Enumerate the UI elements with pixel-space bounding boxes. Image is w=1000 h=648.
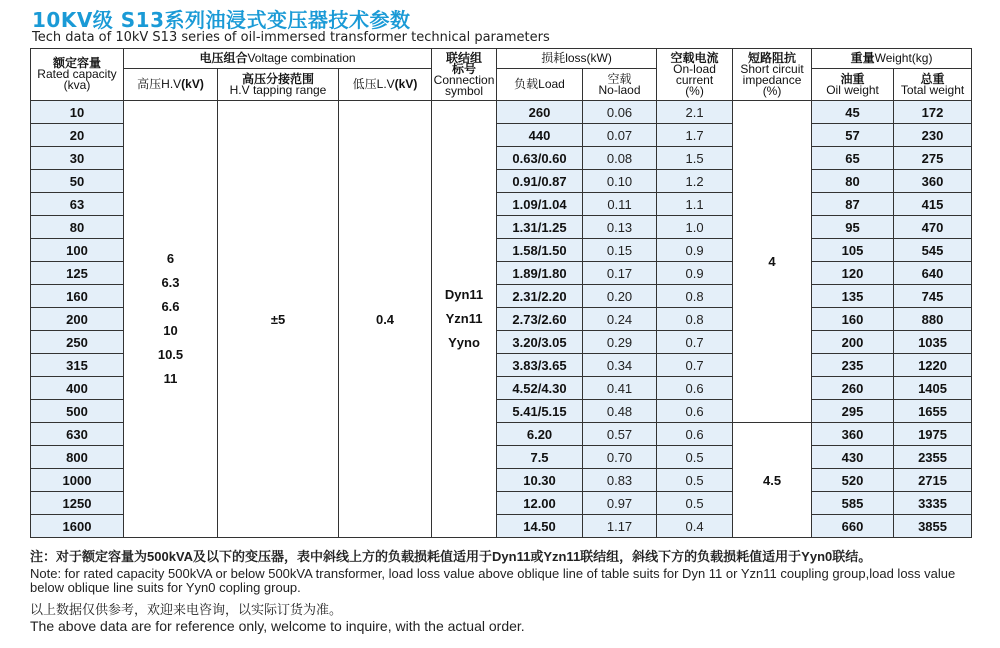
cell-noload-current: 1.0 bbox=[657, 216, 733, 239]
cell-total-weight: 2355 bbox=[894, 446, 972, 469]
cell-total-weight: 1405 bbox=[894, 377, 972, 400]
cell-noload-loss: 0.41 bbox=[583, 377, 657, 400]
cell-oil-weight: 57 bbox=[812, 124, 894, 147]
cell-load-loss: 260 bbox=[497, 101, 583, 124]
cell-load-loss: 14.50 bbox=[497, 515, 583, 538]
cell-noload-loss: 0.70 bbox=[583, 446, 657, 469]
cell-total-weight: 1220 bbox=[894, 354, 972, 377]
note-en: Note: for rated capacity 500kVA or below 500kVA transformer, load loss value above oblique line of table suits for Dyn 11 or Yzn11 coupling group,load loss value below oblique line suits for Yyn0 copling group. bbox=[30, 566, 956, 595]
cell-hv-merged: 6 6.3 6.6 10 10.5 11 bbox=[124, 101, 218, 538]
cell-total-weight: 3335 bbox=[894, 492, 972, 515]
header-impedance: 短路阻抗 Short circuit impedance (%) bbox=[733, 49, 812, 101]
cell-load-loss: 440 bbox=[497, 124, 583, 147]
cell-impedance-high: 4.5 bbox=[733, 423, 812, 538]
cell-tapping-merged: ±5 bbox=[218, 101, 339, 538]
reference-zh: 以上数据仅供参考，欢迎来电咨询，以实际订货为准。 bbox=[30, 602, 343, 617]
cell-total-weight: 2715 bbox=[894, 469, 972, 492]
cell-load-loss: 3.20/3.05 bbox=[497, 331, 583, 354]
cell-load-loss: 7.5 bbox=[497, 446, 583, 469]
cell-oil-weight: 295 bbox=[812, 400, 894, 423]
cell-noload-loss: 0.10 bbox=[583, 170, 657, 193]
cell-load-loss: 2.31/2.20 bbox=[497, 285, 583, 308]
cell-noload-loss: 0.57 bbox=[583, 423, 657, 446]
cell-load-loss: 1.58/1.50 bbox=[497, 239, 583, 262]
cell-noload-current: 0.9 bbox=[657, 262, 733, 285]
cell-noload-loss: 0.34 bbox=[583, 354, 657, 377]
header-tapping: 高压分接范围 H.V tapping range bbox=[218, 69, 339, 101]
cell-total-weight: 1975 bbox=[894, 423, 972, 446]
header-lv: 低压L.V(kV) bbox=[339, 69, 432, 101]
cell-capacity: 1000 bbox=[31, 469, 124, 492]
cell-oil-weight: 105 bbox=[812, 239, 894, 262]
cell-noload-current: 1.7 bbox=[657, 124, 733, 147]
cell-noload-loss: 1.17 bbox=[583, 515, 657, 538]
cell-noload-current: 0.8 bbox=[657, 308, 733, 331]
cell-noload-current: 0.4 bbox=[657, 515, 733, 538]
cell-noload-current: 0.7 bbox=[657, 354, 733, 377]
cell-noload-current: 0.9 bbox=[657, 239, 733, 262]
cell-load-loss: 12.00 bbox=[497, 492, 583, 515]
cell-noload-loss: 0.15 bbox=[583, 239, 657, 262]
cell-capacity: 315 bbox=[31, 354, 124, 377]
cell-capacity: 30 bbox=[31, 147, 124, 170]
cell-capacity: 20 bbox=[31, 124, 124, 147]
cell-capacity: 80 bbox=[31, 216, 124, 239]
cell-total-weight: 880 bbox=[894, 308, 972, 331]
cell-load-loss: 2.73/2.60 bbox=[497, 308, 583, 331]
cell-noload-loss: 0.48 bbox=[583, 400, 657, 423]
cell-capacity: 50 bbox=[31, 170, 124, 193]
cell-lv-merged: 0.4 bbox=[339, 101, 432, 538]
cell-capacity: 63 bbox=[31, 193, 124, 216]
header-loss-group: 损耗loss(kW) bbox=[497, 49, 657, 69]
header-total-weight: 总重 Total weight bbox=[894, 69, 972, 101]
table-row bbox=[31, 101, 972, 124]
header-load: 负载Load bbox=[497, 69, 583, 101]
header-voltage-group: 电压组合Voltage combination bbox=[124, 49, 432, 69]
cell-total-weight: 275 bbox=[894, 147, 972, 170]
cell-load-loss: 6.20 bbox=[497, 423, 583, 446]
cell-oil-weight: 520 bbox=[812, 469, 894, 492]
cell-connection-merged: Dyn11 Yzn11 Yyno bbox=[432, 101, 497, 538]
cell-noload-current: 0.6 bbox=[657, 400, 733, 423]
cell-oil-weight: 430 bbox=[812, 446, 894, 469]
header-capacity: 额定容量 Rated capacity (kva) bbox=[31, 49, 124, 101]
cell-noload-current: 0.6 bbox=[657, 423, 733, 446]
cell-capacity: 10 bbox=[31, 101, 124, 124]
cell-load-loss: 1.09/1.04 bbox=[497, 193, 583, 216]
cell-oil-weight: 135 bbox=[812, 285, 894, 308]
cell-load-loss: 5.41/5.15 bbox=[497, 400, 583, 423]
header-noload: 空载 No-laod bbox=[583, 69, 657, 101]
note-zh: 注：对于额定容量为500kVA及以下的变压器，表中斜线上方的负载损耗值适用于Dyn11或Yzn11联结组，斜线下方的负载损耗值适用于Yyn0联结。 bbox=[30, 549, 872, 564]
cell-noload-loss: 0.17 bbox=[583, 262, 657, 285]
cell-capacity: 160 bbox=[31, 285, 124, 308]
cell-load-loss: 0.91/0.87 bbox=[497, 170, 583, 193]
cell-noload-loss: 0.13 bbox=[583, 216, 657, 239]
cell-capacity: 800 bbox=[31, 446, 124, 469]
cell-total-weight: 172 bbox=[894, 101, 972, 124]
cell-noload-current: 1.2 bbox=[657, 170, 733, 193]
cell-load-loss: 10.30 bbox=[497, 469, 583, 492]
cell-noload-loss: 0.29 bbox=[583, 331, 657, 354]
cell-oil-weight: 45 bbox=[812, 101, 894, 124]
cell-noload-loss: 0.97 bbox=[583, 492, 657, 515]
cell-oil-weight: 160 bbox=[812, 308, 894, 331]
page-subtitle: Tech data of 10kV S13 series of oil-immersed transformer technical parameters bbox=[32, 30, 550, 45]
cell-capacity: 250 bbox=[31, 331, 124, 354]
cell-capacity: 630 bbox=[31, 423, 124, 446]
page-title: 10KV级 S13系列油浸式变压器技术参数 bbox=[32, 8, 411, 32]
header-hv: 高压H.V(kV) bbox=[124, 69, 218, 101]
header-connection: 联结组 标号 Connection symbol bbox=[432, 49, 497, 101]
cell-capacity: 400 bbox=[31, 377, 124, 400]
cell-noload-current: 2.1 bbox=[657, 101, 733, 124]
cell-total-weight: 415 bbox=[894, 193, 972, 216]
cell-noload-current: 0.8 bbox=[657, 285, 733, 308]
cell-total-weight: 1035 bbox=[894, 331, 972, 354]
cell-total-weight: 640 bbox=[894, 262, 972, 285]
cell-capacity: 100 bbox=[31, 239, 124, 262]
cell-load-loss: 3.83/3.65 bbox=[497, 354, 583, 377]
header-noload-current: 空载电流 On-load current (%) bbox=[657, 49, 733, 101]
cell-capacity: 500 bbox=[31, 400, 124, 423]
cell-noload-loss: 0.06 bbox=[583, 101, 657, 124]
cell-oil-weight: 120 bbox=[812, 262, 894, 285]
cell-capacity: 1600 bbox=[31, 515, 124, 538]
cell-capacity: 200 bbox=[31, 308, 124, 331]
cell-oil-weight: 200 bbox=[812, 331, 894, 354]
cell-oil-weight: 360 bbox=[812, 423, 894, 446]
cell-capacity: 1250 bbox=[31, 492, 124, 515]
cell-oil-weight: 87 bbox=[812, 193, 894, 216]
cell-noload-current: 0.5 bbox=[657, 492, 733, 515]
cell-noload-current: 1.5 bbox=[657, 147, 733, 170]
cell-total-weight: 1655 bbox=[894, 400, 972, 423]
cell-oil-weight: 585 bbox=[812, 492, 894, 515]
cell-total-weight: 545 bbox=[894, 239, 972, 262]
cell-noload-loss: 0.07 bbox=[583, 124, 657, 147]
cell-load-loss: 1.89/1.80 bbox=[497, 262, 583, 285]
spec-table-body bbox=[31, 101, 972, 538]
reference-en: The above data are for reference only, welcome to inquire, with the actual order. bbox=[30, 618, 525, 634]
notes-section bbox=[30, 546, 990, 634]
cell-noload-current: 1.1 bbox=[657, 193, 733, 216]
cell-total-weight: 3855 bbox=[894, 515, 972, 538]
cell-total-weight: 230 bbox=[894, 124, 972, 147]
cell-oil-weight: 95 bbox=[812, 216, 894, 239]
cell-oil-weight: 235 bbox=[812, 354, 894, 377]
spec-table bbox=[30, 48, 972, 538]
cell-noload-current: 0.7 bbox=[657, 331, 733, 354]
cell-noload-loss: 0.24 bbox=[583, 308, 657, 331]
cell-oil-weight: 660 bbox=[812, 515, 894, 538]
cell-noload-current: 0.6 bbox=[657, 377, 733, 400]
cell-noload-loss: 0.08 bbox=[583, 147, 657, 170]
cell-load-loss: 0.63/0.60 bbox=[497, 147, 583, 170]
cell-noload-current: 0.5 bbox=[657, 446, 733, 469]
cell-oil-weight: 65 bbox=[812, 147, 894, 170]
cell-impedance-low: 4 bbox=[733, 101, 812, 423]
cell-total-weight: 745 bbox=[894, 285, 972, 308]
cell-oil-weight: 260 bbox=[812, 377, 894, 400]
cell-total-weight: 470 bbox=[894, 216, 972, 239]
cell-load-loss: 4.52/4.30 bbox=[497, 377, 583, 400]
cell-noload-loss: 0.20 bbox=[583, 285, 657, 308]
header-oil-weight: 油重 Oil weight bbox=[812, 69, 894, 101]
header-weight-group: 重量Weight(kg) bbox=[812, 49, 972, 69]
cell-noload-loss: 0.11 bbox=[583, 193, 657, 216]
cell-load-loss: 1.31/1.25 bbox=[497, 216, 583, 239]
cell-noload-loss: 0.83 bbox=[583, 469, 657, 492]
cell-total-weight: 360 bbox=[894, 170, 972, 193]
cell-capacity: 125 bbox=[31, 262, 124, 285]
cell-oil-weight: 80 bbox=[812, 170, 894, 193]
cell-noload-current: 0.5 bbox=[657, 469, 733, 492]
